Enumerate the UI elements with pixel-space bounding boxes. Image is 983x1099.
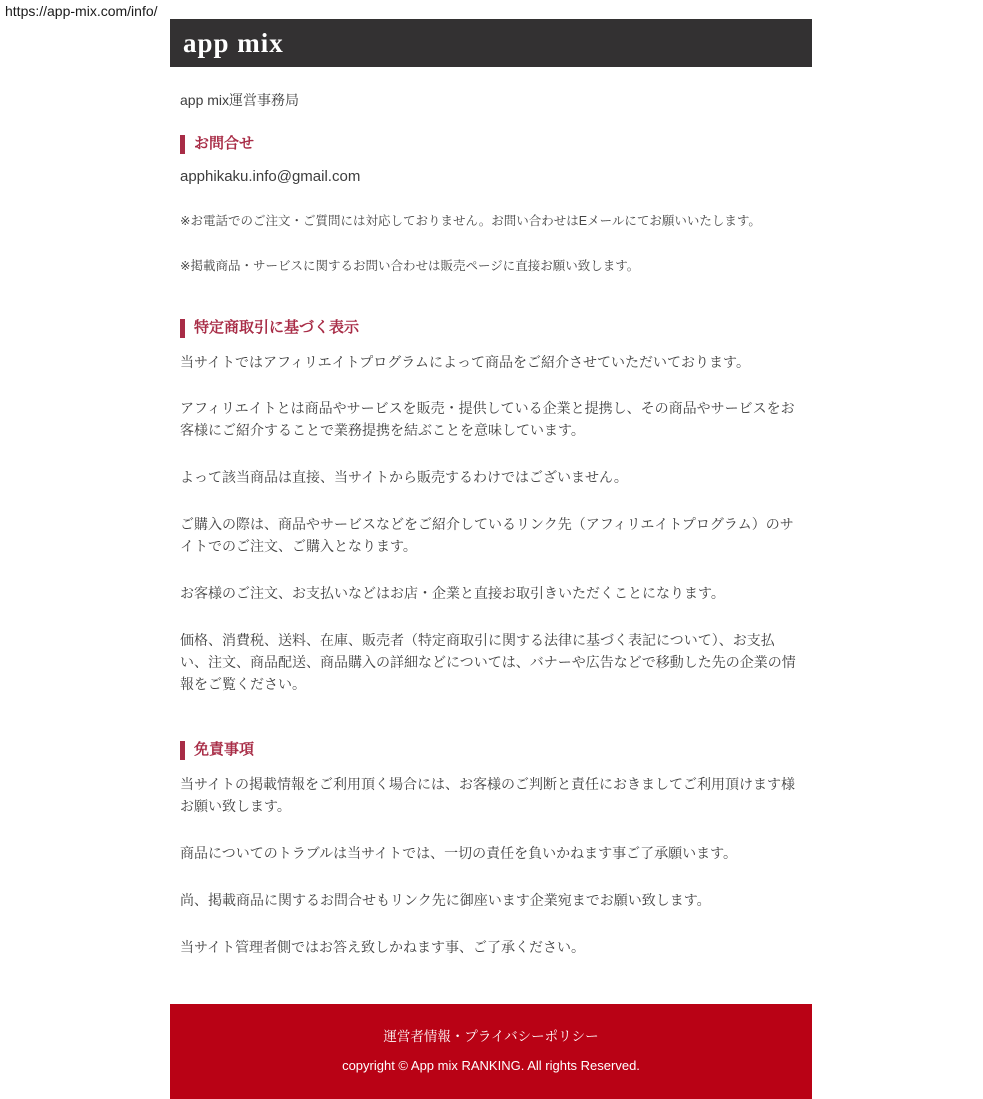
paragraph: 当サイトではアフィリエイトプログラムによって商品をご紹介させていただいております。 <box>180 353 750 370</box>
main-content <box>170 90 812 959</box>
site-footer <box>170 1004 812 1099</box>
page-container <box>170 19 812 1099</box>
section-heading-disclaimer: 免責事項 <box>180 741 802 760</box>
copyright-text: copyright © App mix RANKING. All rights Reserved. <box>342 1057 640 1073</box>
paragraph: 尚、掲載商品に関するお問合せもリンク先に御座います企業宛までお願い致します。 <box>180 891 711 908</box>
paragraph: 商品についてのトラブルは当サイトでは、一切の責任を負いかねます事ご了承願います。 <box>180 844 738 861</box>
footer-privacy-policy-link[interactable]: 運営者情報・プライバシーポリシー <box>383 1028 599 1044</box>
paragraph: 当サイト管理者側ではお答え致しかねます事、ご了承ください。 <box>180 938 586 955</box>
paragraph: 当サイトの掲載情報をご利用頂く場合には、お客様のご判断と責任におきましてご利用頂けます様お願い致します。 <box>180 775 796 814</box>
site-logo[interactable]: app mix <box>183 27 284 58</box>
paragraph: お客様のご注文、お支払いなどはお店・企業と直接お取引きいただくことになります。 <box>180 585 725 602</box>
contact-email: apphikaku.info@gmail.com <box>180 167 361 185</box>
contact-note-phone: ※お電話でのご注文・ご質問には対応しておりません。お問い合わせはEメールにてお願いいたします。 <box>180 213 761 228</box>
section-heading-contact: お問合せ <box>180 135 802 154</box>
contact-note-products: ※掲載商品・サービスに関するお問い合わせは販売ページに直接お願い致します。 <box>180 258 640 273</box>
section-heading-commercial-transactions: 特定商取引に基づく表示 <box>180 319 802 338</box>
page-url: https://app-mix.com/info/ <box>5 3 158 19</box>
site-header <box>170 19 812 67</box>
intro-text: app mix運営事務局 <box>180 92 300 108</box>
paragraph: ご購入の際は、商品やサービスなどをご紹介しているリンク先（アフィリエイトプログラム）のサイトでのご注文、ご購入となります。 <box>180 516 794 555</box>
paragraph: 価格、消費税、送料、在庫、販売者（特定商取引に関する法律に基づく表記について）、お支払い、注文、商品配送、商品購入の詳細などについては、バナーや広告などで移動した先の企業の情報をご覧ください。 <box>180 632 796 693</box>
paragraph: よって該当商品は直接、当サイトから販売するわけではございません。 <box>180 469 628 486</box>
paragraph: アフィリエイトとは商品やサービスを販売・提供している企業と提携し、その商品やサービスをお客様にご紹介することで業務提携を結ぶことを意味しています。 <box>180 400 795 439</box>
